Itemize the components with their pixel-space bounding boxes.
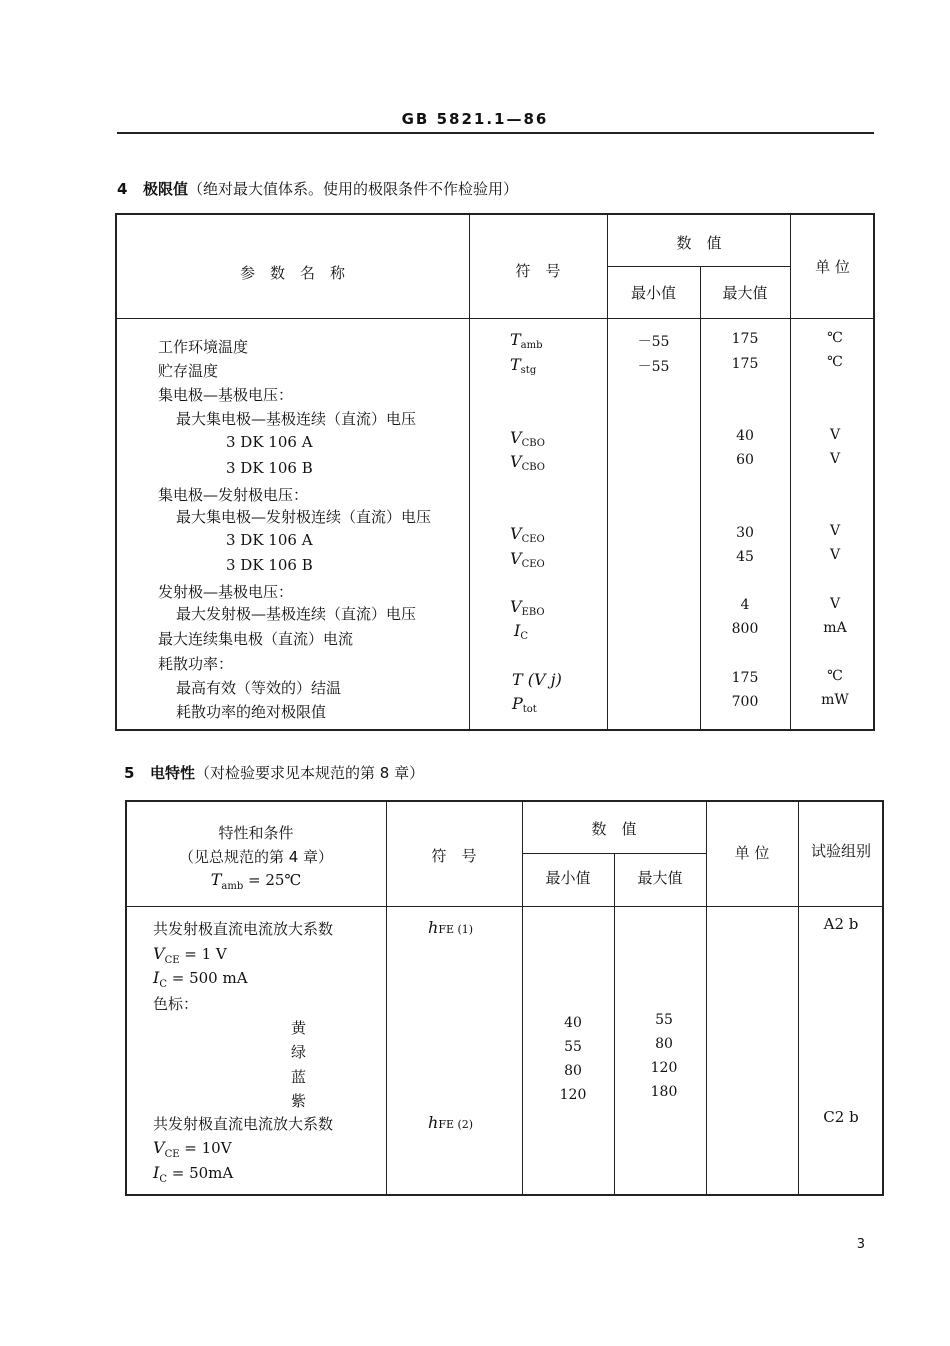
t5-head-symbol: 符 号 — [431, 847, 477, 865]
t4-head-min: 最小值 — [630, 284, 676, 302]
t4-sym-15: $P_{tot}$ — [512, 694, 537, 715]
t4-name-3: 最大集电极—基极连续（直流）电压 — [176, 410, 417, 428]
t5-head-unit: 单 位 — [734, 844, 770, 862]
t4-name-5: 3 DK 106 B — [226, 459, 313, 477]
t4-max-5: 60 — [736, 452, 754, 468]
section-5-title — [124, 762, 424, 783]
t4-name-2: 集电极—基极电压： — [158, 386, 294, 404]
header-rule — [117, 132, 874, 134]
t5-color-1: 绿 — [291, 1043, 307, 1061]
t5-head-bottom — [126, 906, 883, 907]
t4-name-13: 耗散功率： — [158, 655, 234, 673]
t4-name-12: 最大连续集电极（直流）电流 — [158, 630, 354, 648]
t5-b2-symbol: hFE (2) — [428, 1113, 474, 1132]
t4-sym-9: $V_{CEO}$ — [510, 549, 545, 570]
t5-color-min-1: 55 — [564, 1039, 582, 1055]
t4-max-1: 175 — [731, 356, 759, 372]
t5-b2-vce: $V_{CE} = 10V$ — [153, 1138, 232, 1160]
t5-color-max-1: 80 — [655, 1036, 673, 1052]
t5-head-max: 最大值 — [637, 869, 683, 887]
t5-col-line-2 — [522, 801, 523, 1195]
t4-name-14: 最高有效（等效的）结温 — [176, 679, 342, 697]
t4-sym-4: $V_{CBO}$ — [510, 428, 545, 449]
section-5-number: 5 — [124, 764, 135, 782]
t4-max-8: 30 — [736, 525, 754, 541]
t5-color-0: 黄 — [291, 1019, 307, 1037]
t4-head-split — [607, 266, 791, 267]
t4-name-6: 集电极—发射极电压： — [158, 486, 309, 504]
t4-name-10: 发射极—基极电压： — [158, 583, 294, 601]
t5-head-cond1: 特性和条件 — [218, 824, 294, 842]
t4-max-4: 40 — [736, 428, 754, 444]
t4-name-7: 最大集电极—发射极连续（直流）电压 — [176, 508, 432, 526]
t4-sym-1: $T_{stg}$ — [510, 355, 537, 376]
t4-unit-0: ℃ — [827, 330, 843, 346]
t5-b1-symbol: hFE (1) — [428, 918, 474, 937]
t4-name-9: 3 DK 106 B — [226, 556, 313, 574]
page-number: 3 — [856, 1237, 865, 1252]
t4-min-1: －55 — [637, 359, 670, 375]
t4-max-11: 4 — [740, 597, 750, 613]
t5-b1-title: 共发射极直流电流放大系数 — [153, 920, 334, 938]
t5-head-cond3: $T_{amb}$ = 25℃ — [210, 870, 302, 892]
t4-unit-14: ℃ — [827, 668, 843, 684]
t4-unit-1: ℃ — [827, 354, 843, 370]
t5-color-max-2: 120 — [650, 1060, 678, 1076]
t4-sym-11: $V_{EBO}$ — [510, 597, 545, 618]
t5-b1-color-label: 色标： — [153, 995, 199, 1013]
t4-col-line-4 — [790, 214, 791, 730]
t5-head-group: 试验组别 — [810, 842, 871, 860]
t4-min-0: －55 — [637, 334, 670, 350]
t4-max-14: 175 — [731, 670, 759, 686]
t5-color-min-3: 120 — [559, 1087, 587, 1103]
t4-max-9: 45 — [736, 549, 754, 565]
t5-head-cond2: （见总规范的第 4 章） — [178, 848, 334, 866]
t4-name-4: 3 DK 106 A — [226, 433, 313, 451]
t5-b2-title: 共发射极直流电流放大系数 — [153, 1115, 334, 1133]
t4-sym-14: T (V j) — [512, 670, 562, 689]
t5-b2-ic: $I_C = 50mA$ — [153, 1163, 234, 1185]
t4-sym-12: $I_C$ — [514, 621, 528, 642]
t4-unit-11: V — [829, 596, 841, 612]
t4-name-11: 最大发射极—基极连续（直流）电压 — [176, 605, 417, 623]
t4-sym-0: $T_{amb}$ — [510, 330, 543, 351]
t5-b1-group: A2 b — [823, 915, 859, 933]
t4-name-8: 3 DK 106 A — [226, 531, 313, 549]
t4-head-symbol: 符 号 — [515, 262, 561, 280]
t4-head-max: 最大值 — [722, 284, 768, 302]
t4-unit-12: mA — [823, 620, 847, 636]
document-code: GB 5821.1—86 — [401, 110, 549, 128]
section-4-note: （绝对最大值体系。使用的极限条件不作检验用） — [188, 180, 519, 198]
t4-unit-4: V — [829, 427, 841, 443]
t5-head-split — [522, 853, 706, 854]
section-5-note: （对检验要求见本规范的第 8 章） — [195, 764, 425, 782]
t5-color-min-2: 80 — [564, 1063, 582, 1079]
t4-unit-5: V — [829, 451, 841, 467]
t4-head-param: 参 数 名 称 — [239, 264, 345, 282]
t5-b2-group: C2 b — [823, 1108, 859, 1126]
section-5-heading: 电特性 — [150, 764, 196, 782]
t4-unit-8: V — [829, 523, 841, 539]
t5-color-3: 紫 — [291, 1092, 307, 1110]
t5-color-max-3: 180 — [650, 1084, 678, 1100]
section-4-title — [117, 178, 518, 199]
t4-sym-8: $V_{CEO}$ — [510, 524, 545, 545]
t5-color-min-0: 40 — [564, 1015, 582, 1031]
t5-color-max-0: 55 — [655, 1012, 673, 1028]
t4-head-value: 数 值 — [676, 234, 722, 252]
t5-b1-ic: $I_C = 500$ mA — [153, 968, 248, 990]
t4-unit-9: V — [829, 547, 841, 563]
section-4-heading: 极限值 — [143, 180, 189, 198]
t5-color-2: 蓝 — [291, 1068, 307, 1086]
t4-max-0: 175 — [731, 331, 759, 347]
section-4-number: 4 — [117, 180, 128, 198]
t4-name-0: 工作环境温度 — [158, 338, 249, 356]
t4-sym-5: $V_{CBO}$ — [510, 452, 545, 473]
t4-max-12: 800 — [731, 621, 759, 637]
t5-b1-vce: $V_{CE} = 1$ V — [153, 944, 227, 966]
t5-head-min: 最小值 — [545, 869, 591, 887]
t4-max-15: 700 — [731, 694, 759, 710]
t4-unit-15: mW — [821, 692, 849, 708]
t4-name-1: 贮存温度 — [158, 362, 219, 380]
t4-head-bottom — [116, 318, 874, 319]
t4-name-15: 耗散功率的绝对极限值 — [176, 703, 327, 721]
t4-col-line-1 — [469, 214, 470, 730]
t5-head-value: 数 值 — [591, 820, 637, 838]
t4-head-unit: 单 位 — [815, 258, 850, 276]
